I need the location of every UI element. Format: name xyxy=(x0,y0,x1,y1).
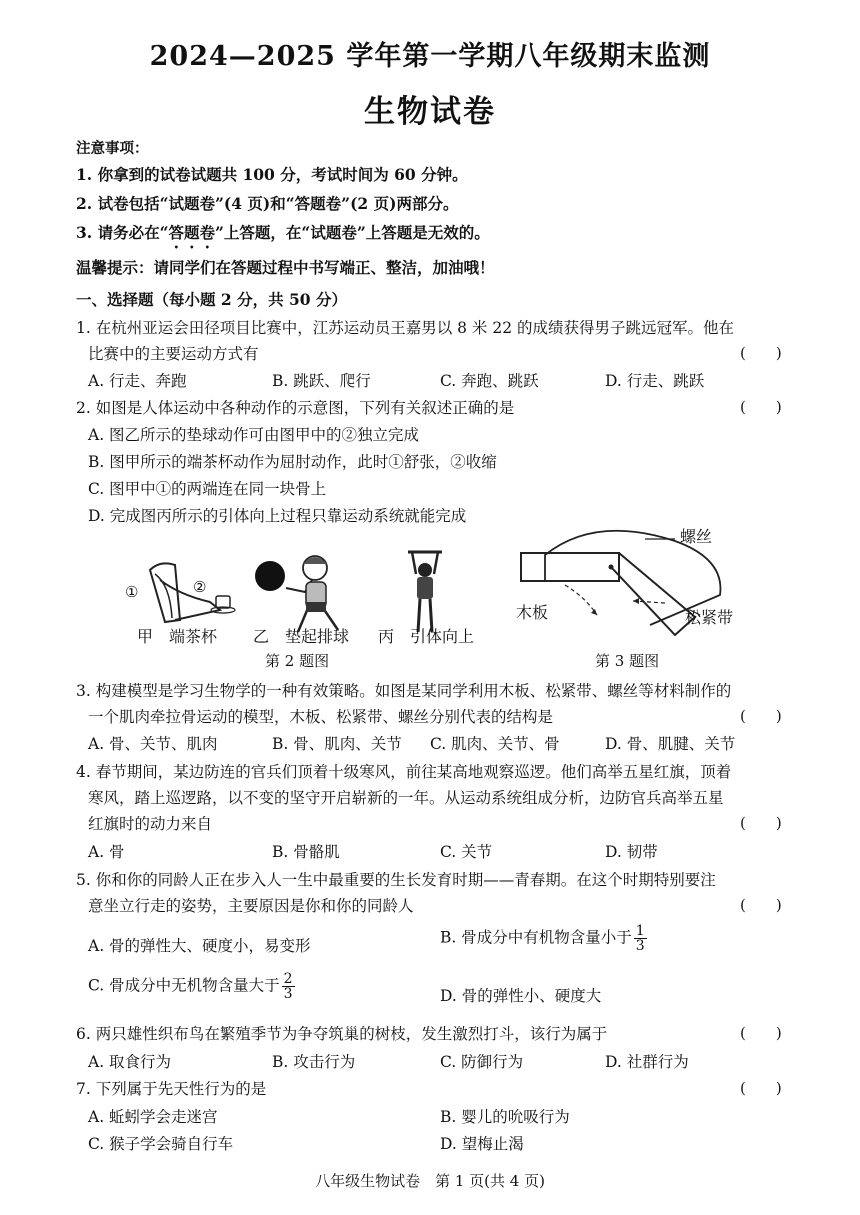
q4-stem-line-2: 寒风，踏上巡逻路，以不变的坚守开启崭新的一年。从运动系统组成分析，边防官兵高举五星 xyxy=(88,789,724,807)
q5-option-b-fraction-num: 1 xyxy=(635,923,645,939)
q1-option-a: A. 行走、奔跑 xyxy=(88,372,187,390)
figure-2-label-yi: 乙 垫起排球 xyxy=(253,627,350,646)
q5-option-c-fraction-den: 3 xyxy=(283,986,293,1002)
q2-answer-paren: ( ) xyxy=(740,398,782,416)
q5-option-b-fraction-den: 3 xyxy=(635,938,645,954)
q2-option-c: C. 图甲中①的两端连在同一块骨上 xyxy=(88,480,327,498)
q1-stem-line-2: 比赛中的主要运动方式有 xyxy=(88,345,259,363)
figure-2-label-bing: 丙 引体向上 xyxy=(378,627,475,646)
q1-answer-paren: ( ) xyxy=(740,344,782,362)
q7-stem: 7. 下列属于先天性行为的是 xyxy=(76,1080,267,1098)
q5-option-b-text: B. 骨成分中有机物含量小于 xyxy=(440,928,632,947)
q2-option-d: D. 完成图丙所示的引体向上过程只靠运动系统就能完成 xyxy=(88,507,467,525)
q4-option-c: C. 关节 xyxy=(440,843,493,861)
q2-option-b: B. 图甲所示的端茶杯动作为屈肘动作，此时①舒张，②收缩 xyxy=(88,453,497,471)
notice-item-3-emph: 答题卷 xyxy=(168,223,216,242)
q4-option-d: D. 韧带 xyxy=(605,843,658,861)
q7-option-d: D. 望梅止渴 xyxy=(440,1135,524,1153)
q3-answer-paren: ( ) xyxy=(740,707,782,725)
figure-3-label-screw: 螺丝 xyxy=(680,527,713,546)
q3-stem-line-2: 一个肌肉牵拉骨运动的模型，木板、松紧带、螺丝分别代表的结构是 xyxy=(88,708,554,726)
q2-stem: 2. 如图是人体运动中各种动作的示意图，下列有关叙述正确的是 xyxy=(76,399,515,417)
notice-item-3-suffix: ”上答题，在“试题卷”上答题是无效的。 xyxy=(215,223,490,242)
q6-option-d: D. 社群行为 xyxy=(605,1053,689,1071)
q3-stem-line-1: 3. 构建模型是学习生物学的一种有效策略。如图是某同学利用木板、松紧带、螺丝等材料制作的 xyxy=(76,682,732,700)
q4-answer-paren: ( ) xyxy=(740,814,782,832)
notice-item-3-prefix: 3. 请务必在“ xyxy=(76,223,169,242)
page-footer: 八年级生物试卷 第 1 页(共 4 页) xyxy=(315,1172,545,1190)
q5-option-c-text: C. 骨成分中无机物含量大于 xyxy=(88,976,280,995)
q1-option-b: B. 跳跃、爬行 xyxy=(272,372,371,390)
exam-title: 2024—2025 学年第一学期八年级期末监测 xyxy=(149,41,711,72)
q5-option-a: A. 骨的弹性大、硬度小，易变形 xyxy=(88,937,311,955)
q3-option-b: B. 骨、肌肉、关节 xyxy=(272,735,402,753)
arm-marker-2: ② xyxy=(193,578,207,596)
q4-option-a: A. 骨 xyxy=(88,843,125,861)
figure-3-label-band: 松紧带 xyxy=(685,608,734,627)
q7-option-c: C. 猴子学会骑自行车 xyxy=(88,1135,234,1153)
notice-item-3 xyxy=(76,221,490,252)
q1-option-d: D. 行走、跳跃 xyxy=(605,372,705,390)
q5-stem-line-1: 5. 你和你的同龄人正在步入人一生中最重要的生长发育时期——青春期。在这个时期特别要注 xyxy=(76,871,716,889)
q7-answer-paren: ( ) xyxy=(740,1079,782,1097)
figure-2-label-jia: 甲 端茶杯 xyxy=(137,627,218,646)
arm-marker-1: ① xyxy=(125,583,139,601)
q6-option-b: B. 攻击行为 xyxy=(272,1053,356,1071)
q5-stem-line-2: 意坐立行走的姿势，主要原因是你和你的同龄人 xyxy=(88,897,414,915)
q5-option-b xyxy=(440,924,647,953)
figure-3-label-board: 木板 xyxy=(516,603,549,622)
q1-stem-line-1: 1. 在杭州亚运会田径项目比赛中，江苏运动员王嘉男以 8 米 22 的成绩获得男子跳远冠军。他在 xyxy=(76,319,735,337)
q4-option-b: B. 骨骼肌 xyxy=(272,843,340,861)
q3-option-a: A. 骨、关节、肌肉 xyxy=(88,735,218,753)
q7-option-b: B. 婴儿的吮吸行为 xyxy=(440,1108,570,1126)
pull-up-figure xyxy=(408,552,442,632)
notice-item-1: 1. 你拿到的试卷试题共 100 分，考试时间为 60 分钟。 xyxy=(76,165,468,184)
figure-2-caption: 第 2 题图 xyxy=(265,652,330,670)
q6-stem: 6. 两只雄性织布鸟在繁殖季节为争夺筑巢的树枝，发生激烈打斗，该行为属于 xyxy=(76,1025,608,1043)
q5-option-b-fraction xyxy=(634,924,647,953)
q6-option-c: C. 防御行为 xyxy=(440,1053,524,1071)
warm-tip: 温馨提示：请同学们在答题过程中书写端正、整洁，加油哦！ xyxy=(76,258,495,277)
section-title: 一、选择题（每小题 2 分，共 50 分） xyxy=(76,290,347,309)
q5-option-c xyxy=(88,972,295,1001)
q3-option-c: C. 肌肉、关节、骨 xyxy=(430,735,560,753)
q1-option-c: C. 奔跑、跳跃 xyxy=(440,372,539,390)
q7-option-a: A. 蚯蚓学会走迷宫 xyxy=(88,1108,218,1126)
notice-heading: 注意事项： xyxy=(76,140,149,157)
q5-option-d: D. 骨的弹性小、硬度大 xyxy=(440,987,602,1005)
subject-title: 生物试卷 xyxy=(364,94,496,130)
q5-answer-paren: ( ) xyxy=(740,896,782,914)
q4-stem-line-1: 4. 春节期间，某边防连的官兵们顶着十级寒风，前往某高地观察巡逻。他们高举五星红旗，顶着 xyxy=(76,763,732,781)
q4-stem-line-3: 红旗时的动力来自 xyxy=(88,815,213,833)
q6-option-a: A. 取食行为 xyxy=(88,1053,172,1071)
notice-item-2: 2. 试卷包括“试题卷”(4 页)和“答题卷”(2 页)两部分。 xyxy=(76,194,459,213)
q3-option-d: D. 骨、肌腱、关节 xyxy=(605,735,736,753)
figure-3-caption: 第 3 题图 xyxy=(595,652,660,670)
q6-answer-paren: ( ) xyxy=(740,1024,782,1042)
q5-option-c-fraction xyxy=(282,972,295,1001)
q2-option-a: A. 图乙所示的垫球动作可由图甲中的②独立完成 xyxy=(88,426,420,444)
volleyball-player-figure xyxy=(255,556,338,632)
q5-option-c-fraction-num: 2 xyxy=(283,971,293,987)
